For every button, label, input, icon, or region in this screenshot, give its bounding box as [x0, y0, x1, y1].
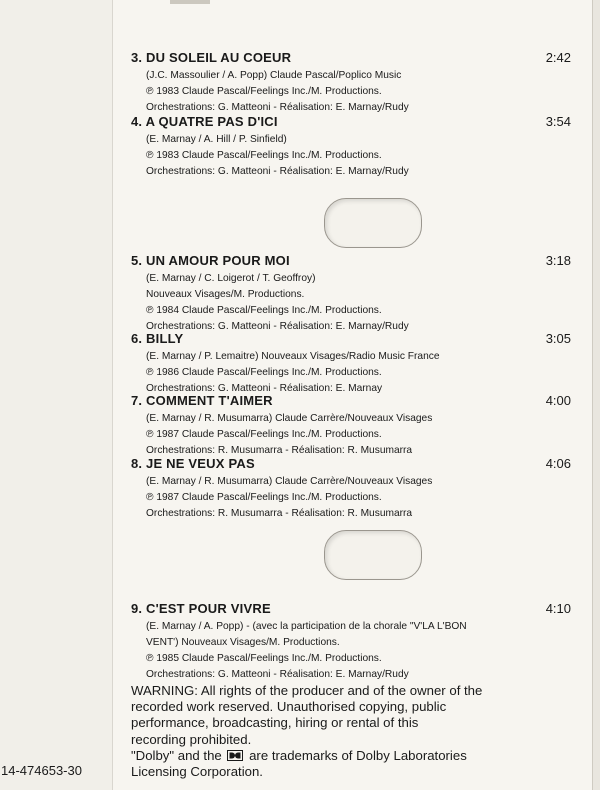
warning-text: "Dolby" and the [131, 747, 222, 763]
track-credit: Nouveaux Visages/M. Productions. [146, 289, 305, 300]
track-duration: 3:18 [545, 253, 571, 268]
warning-text: recorded work reserved. Unauthorised copying, public [131, 699, 447, 715]
track-credit: Orchestrations: G. Matteoni - Réalisation: E. Marnay/Rudy [146, 166, 409, 177]
track-credit: (E. Marnay / P. Lemaitre) Nouveaux Visages/Radio Music France [146, 351, 440, 362]
track-credit: Orchestrations: R. Musumarra - Réalisation: R. Musumarra [146, 445, 413, 456]
track-title: 9. C'EST POUR VIVRE [131, 601, 271, 616]
track-duration: 4:00 [545, 393, 571, 408]
dolby-icon [227, 750, 243, 761]
copyright-warning [131, 683, 581, 780]
track-title: 6. BILLY [131, 331, 184, 346]
track-title: 5. UN AMOUR POUR MOI [131, 253, 290, 268]
track-credit: VENT') Nouveaux Visages/M. Productions. [146, 637, 340, 648]
track-8 [131, 456, 571, 522]
track-credit: Orchestrations: G. Matteoni - Réalisation: E. Marnay/Rudy [146, 321, 409, 332]
cassette-window-cutout [324, 530, 422, 580]
track-7 [131, 393, 571, 459]
track-credit: (E. Marnay / C. Loigerot / T. Geoffroy) [146, 273, 316, 284]
track-credit: (J.C. Massoulier / A. Popp) Claude Pascal/Poplico Music [146, 70, 402, 81]
warning-text: Licensing Corporation. [131, 764, 263, 780]
track-credit: Orchestrations: G. Matteoni - Réalisation: E. Marnay [146, 383, 383, 394]
track-duration: 4:06 [545, 456, 571, 471]
track-9 [131, 601, 571, 683]
track-credit: ℗ 1987 Claude Pascal/Feelings Inc./M. Productions. [146, 492, 382, 503]
cover-fold-right [592, 0, 600, 790]
track-credit: (E. Marnay / R. Musumarra) Claude Carrère/Nouveaux Visages [146, 413, 433, 424]
track-title: 7. COMMENT T'AIMER [131, 393, 273, 408]
track-3 [131, 50, 571, 116]
track-duration: 2:42 [545, 50, 571, 65]
track-5 [131, 253, 571, 335]
warning-text: are trademarks of Dolby Laboratories [249, 747, 467, 763]
track-credit: Orchestrations: G. Matteoni - Réalisation: E. Marnay/Rudy [146, 669, 409, 680]
track-credit: ℗ 1987 Claude Pascal/Feelings Inc./M. Productions. [146, 429, 382, 440]
track-credit: ℗ 1985 Claude Pascal/Feelings Inc./M. Productions. [146, 653, 382, 664]
track-credit: (E. Marnay / R. Musumarra) Claude Carrère/Nouveaux Visages [146, 476, 433, 487]
warning-text: WARNING: All rights of the producer and of the owner of the [131, 683, 483, 698]
dolby-trademark-line [131, 748, 581, 764]
track-credit: (E. Marnay / A. Popp) - (avec la participation de la chorale "V'LA L'BON [146, 621, 467, 632]
warning-text: performance, broadcasting, hiring or rental of this [131, 715, 419, 731]
catalog-number: 14-474653-30 [1, 763, 82, 778]
track-credit: ℗ 1984 Claude Pascal/Feelings Inc./M. Productions. [146, 305, 382, 316]
cassette-window-cutout [324, 198, 422, 248]
track-title: 4. A QUATRE PAS D'ICI [131, 114, 278, 129]
track-title: 8. JE NE VEUX PAS [131, 456, 255, 471]
track-duration: 3:05 [545, 331, 571, 346]
track-credit: ℗ 1983 Claude Pascal/Feelings Inc./M. Productions. [146, 150, 382, 161]
track-credit: ℗ 1986 Claude Pascal/Feelings Inc./M. Productions. [146, 367, 382, 378]
cover-fold-left [0, 0, 113, 790]
warning-text: recording prohibited. [131, 731, 252, 747]
track-4 [131, 114, 571, 180]
track-credit: (E. Marnay / A. Hill / P. Sinfield) [146, 134, 287, 145]
track-credit: ℗ 1983 Claude Pascal/Feelings Inc./M. Productions. [146, 86, 382, 97]
track-credit: Orchestrations: R. Musumarra - Réalisation: R. Musumarra [146, 508, 413, 519]
track-duration: 4:10 [545, 601, 571, 616]
track-duration: 3:54 [545, 114, 571, 129]
track-title: 3. DU SOLEIL AU COEUR [131, 50, 292, 65]
cover-edge-mark [170, 0, 210, 4]
track-credit: Orchestrations: G. Matteoni - Réalisation: E. Marnay/Rudy [146, 102, 409, 113]
track-6 [131, 331, 571, 397]
